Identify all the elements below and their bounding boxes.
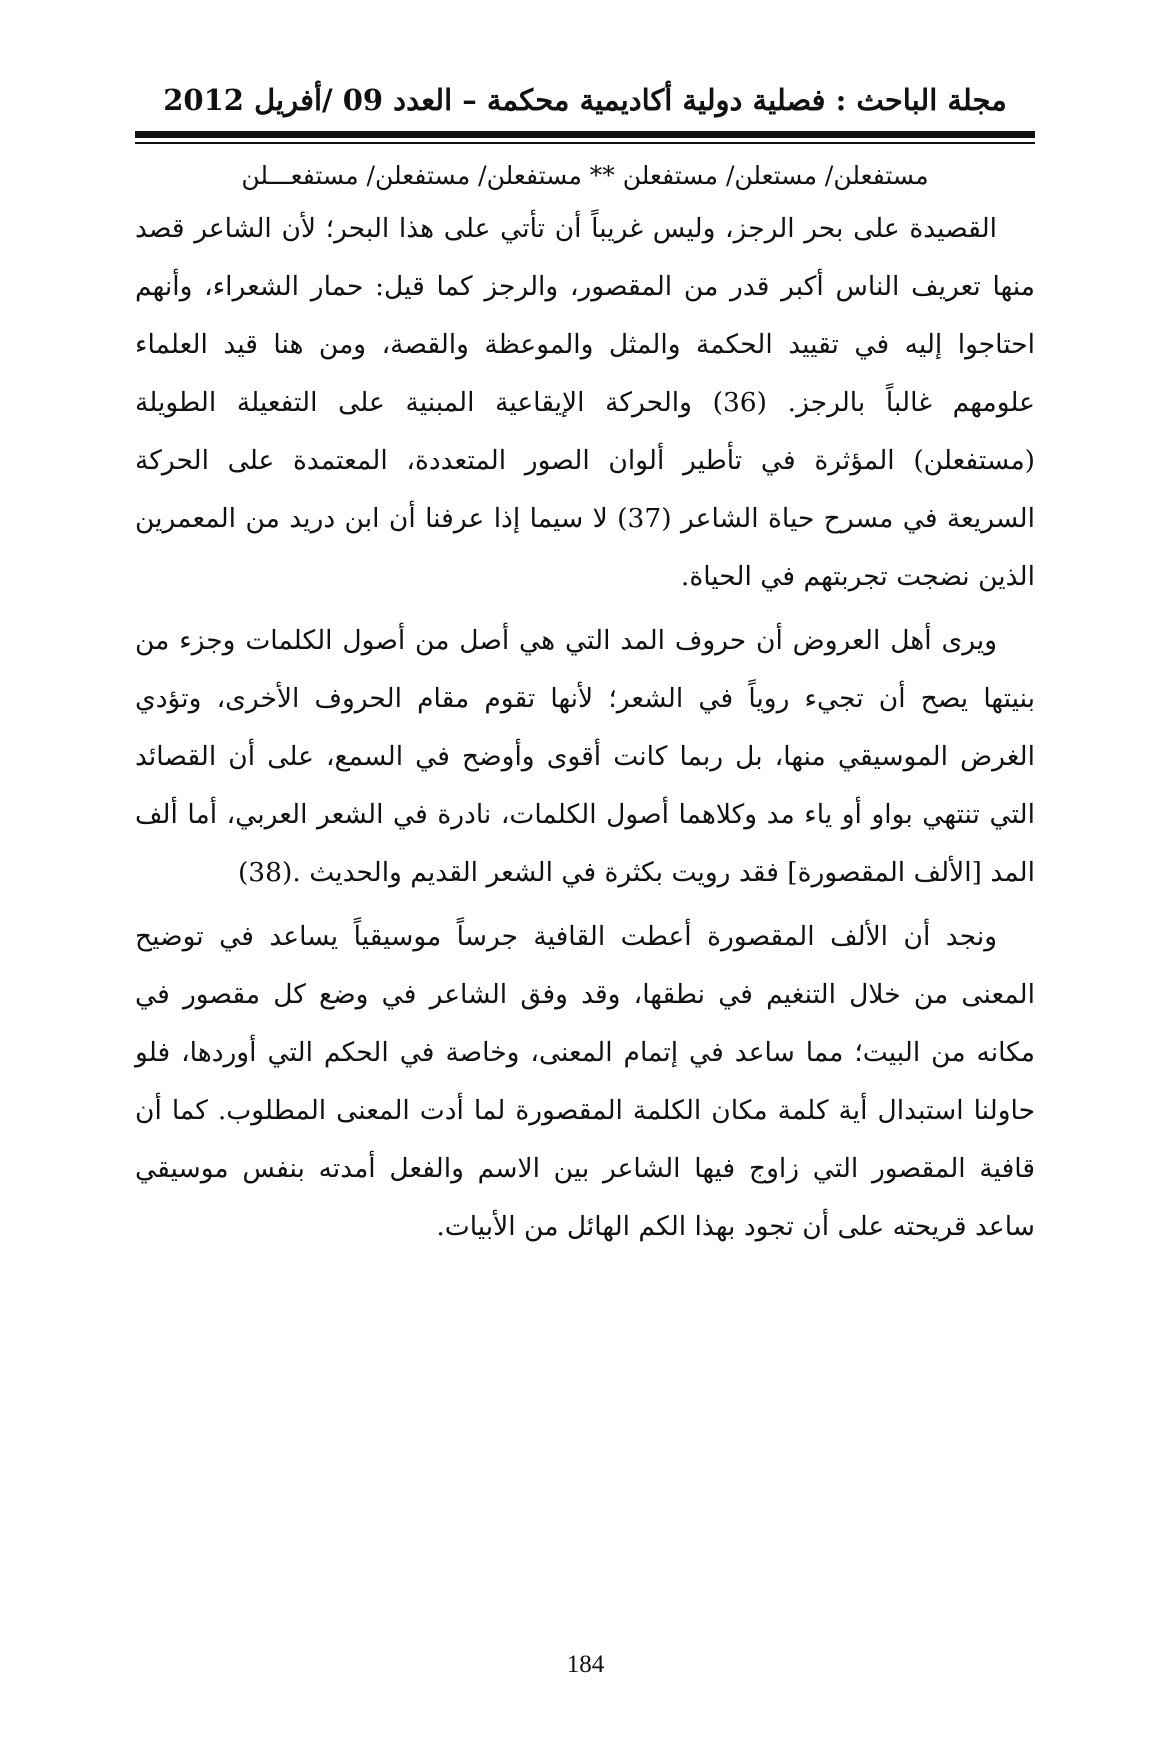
- article-body: [135, 152, 1035, 1262]
- poetic-meter-line: مستفعلن/ مستعلن/ مستفعلن ** مستفعلن/ مستفعلن/ مستفعـــلن: [241, 161, 929, 190]
- page-number: 184: [566, 1651, 605, 1678]
- header-rule-thin: [135, 142, 1035, 144]
- header-rule-thick: [135, 131, 1035, 138]
- paragraph-madd-letters: ويرى أهل العروض أن حروف المد التي هي أصل من أصول الكلمات وجزء من بنيتها يصح أن تجيء روياً في الشعر؛ لأنها تقوم مقام الحروف الأخرى، وتؤدي الغرض الموسيقي منها، بل ربما كانت أقوى وأوضح في السمع، على أن القصائد التي تنتهي بواو أو ياء مد وكلاهما أصول الكلمات، نادرة في الشعر العربي، أما ألف المد [الألف المقصورة] فقد رويت بكثرة في الشعر القديم والحديث .(38): [135, 625, 1035, 888]
- paragraph-alif-maqsura: ونجد أن الألف المقصورة أعطت القافية جرساً موسيقياً يساعد في توضيح المعنى من خلال التنغيم في نطقها، وقد وفق الشاعر في وضع كل مقصور في مكانه من البيت؛ مما ساعد في إتمام المعنى، وخاصة في الحكم التي أوردها، فلو حاولنا استبدال أية كلمة مكان الكلمة المقصورة لما أدت المعنى المطلوب. كما أن قافية المقصور التي زاوج فيها الشاعر بين الاسم والفعل أمدته بنفس موسيقي ساعد قريحته على أن تجود بهذا الكم الهائل من الأبيات.: [135, 921, 1035, 1242]
- journal-header: مجلة الباحث : فصلية دولية أكاديمية محكمة – العدد 09 /أفريل 2012: [163, 83, 1007, 117]
- paragraph-rajaz-meter: القصيدة على بحر الرجز، وليس غريباً أن تأتي على هذا البحر؛ لأن الشاعر قصد منها تعريف الناس أكبر قدر من المقصور، والرجز كما قيل: حمار الشعراء، وأنهم احتاجوا إليه في تقييد الحكمة والمثل والموعظة والقصة، ومن هنا قيد العلماء علومهم غالباً بالرجز. (36) والحركة الإيقاعية المبنية على التفعيلة الطويلة (مستفعلن) المؤثرة في تأطير ألوان الصور المتعددة، المعتمدة على الحركة السريعة في مسرح حياة الشاعر (37) لا سيما إذا عرفنا أن ابن دريد من المعمرين الذين نضجت تجربتهم في الحياة.: [135, 213, 1035, 592]
